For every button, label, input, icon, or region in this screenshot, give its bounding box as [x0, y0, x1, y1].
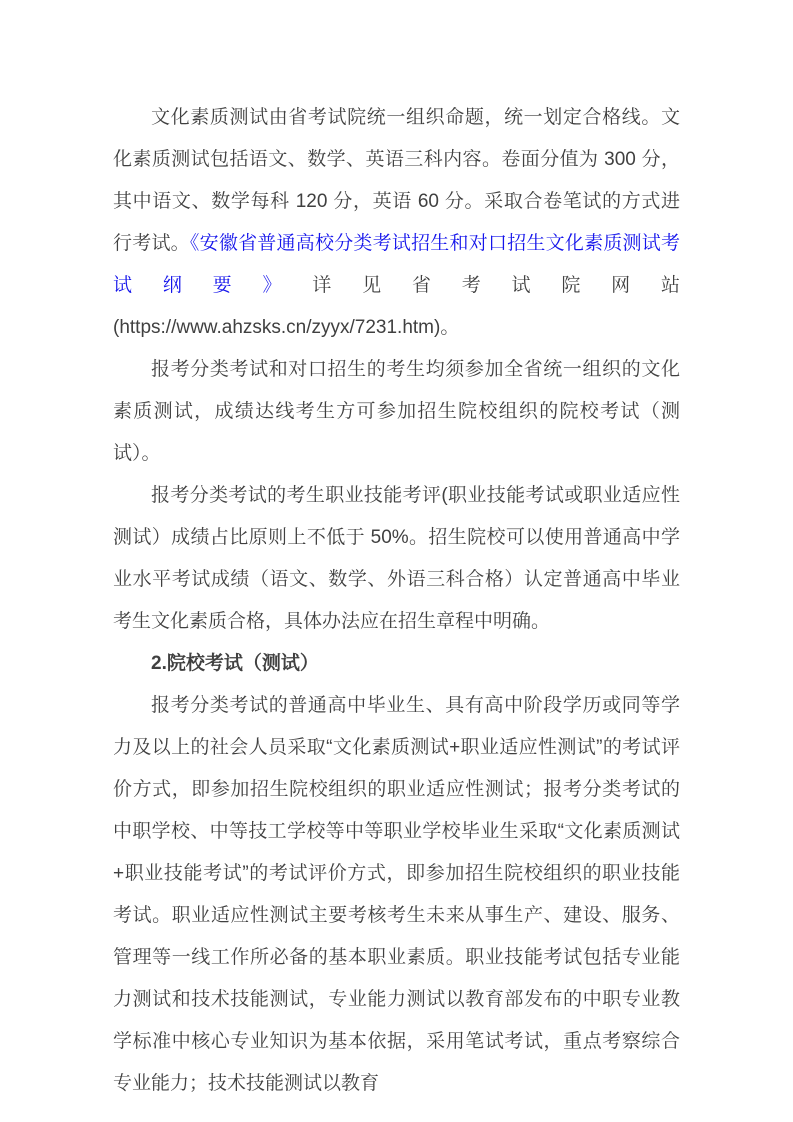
paragraph-text-before-link: 文化素质测试由省考试院统一组织命题，统一划定合格线。文化素质测试包括语文、数学、英语三科内容。卷面分值为 300 分，其中语文、数学每科 120 分，英语 60 分。采取合卷笔试的方式进行考试。 — [113, 107, 680, 254]
section-heading-school-exam — [113, 643, 680, 685]
exam-outline-link[interactable]: 《安徽省普通高校分类考试招生和对口招生文化素质测试考试纲要》 — [113, 233, 680, 296]
paragraph-text: 报考分类考试的普通高中毕业生、具有高中阶段学历或同等学力及以上的社会人员采取“文化素质测试+职业适应性测试”的考试评价方式，即参加招生院校组织的职业适应性测试；报考分类考试的中职学校、中等技工学校等中等职业学校毕业生采取“文化素质测试+职业技能考试”的考试评价方式，即参加招生院校组织的职业技能考试。职业适应性测试主要考核考生未来从事生产、建设、服务、管理等一线工作所必备的基本职业素质。职业技能考试包括专业能力测试和技术技能测试，专业能力测试以教育部发布的中职专业教学标准中核心专业知识为基本依据，采用笔试考试，重点考察综合专业能力；技术技能测试以教育 — [113, 695, 680, 1094]
paragraph-text: 报考分类考试和对口招生的考生均须参加全省统一组织的文化素质测试，成绩达线考生方可参加招生院校组织的院校考试（测试）。 — [113, 359, 680, 464]
paragraph-skill-assessment-ratio — [113, 475, 680, 643]
heading-text: 2.院校考试（测试） — [151, 653, 319, 674]
paragraph-text-after-link: 详见省考试院网站(https://www.ahzsks.cn/zyyx/7231.htm)。 — [113, 275, 680, 338]
paragraph-unified-test-requirement — [113, 349, 680, 475]
paragraph-exam-evaluation-methods — [113, 685, 680, 1105]
paragraph-text: 报考分类考试的考生职业技能考评(职业技能考试或职业适应性测试）成绩占比原则上不低于 50%。招生院校可以使用普通高中学业水平考试成绩（语文、数学、外语三科合格）认定普通高中毕业考生文化素质合格，具体办法应在招生章程中明确。 — [113, 485, 680, 632]
paragraph-culture-quality-test — [113, 97, 680, 349]
